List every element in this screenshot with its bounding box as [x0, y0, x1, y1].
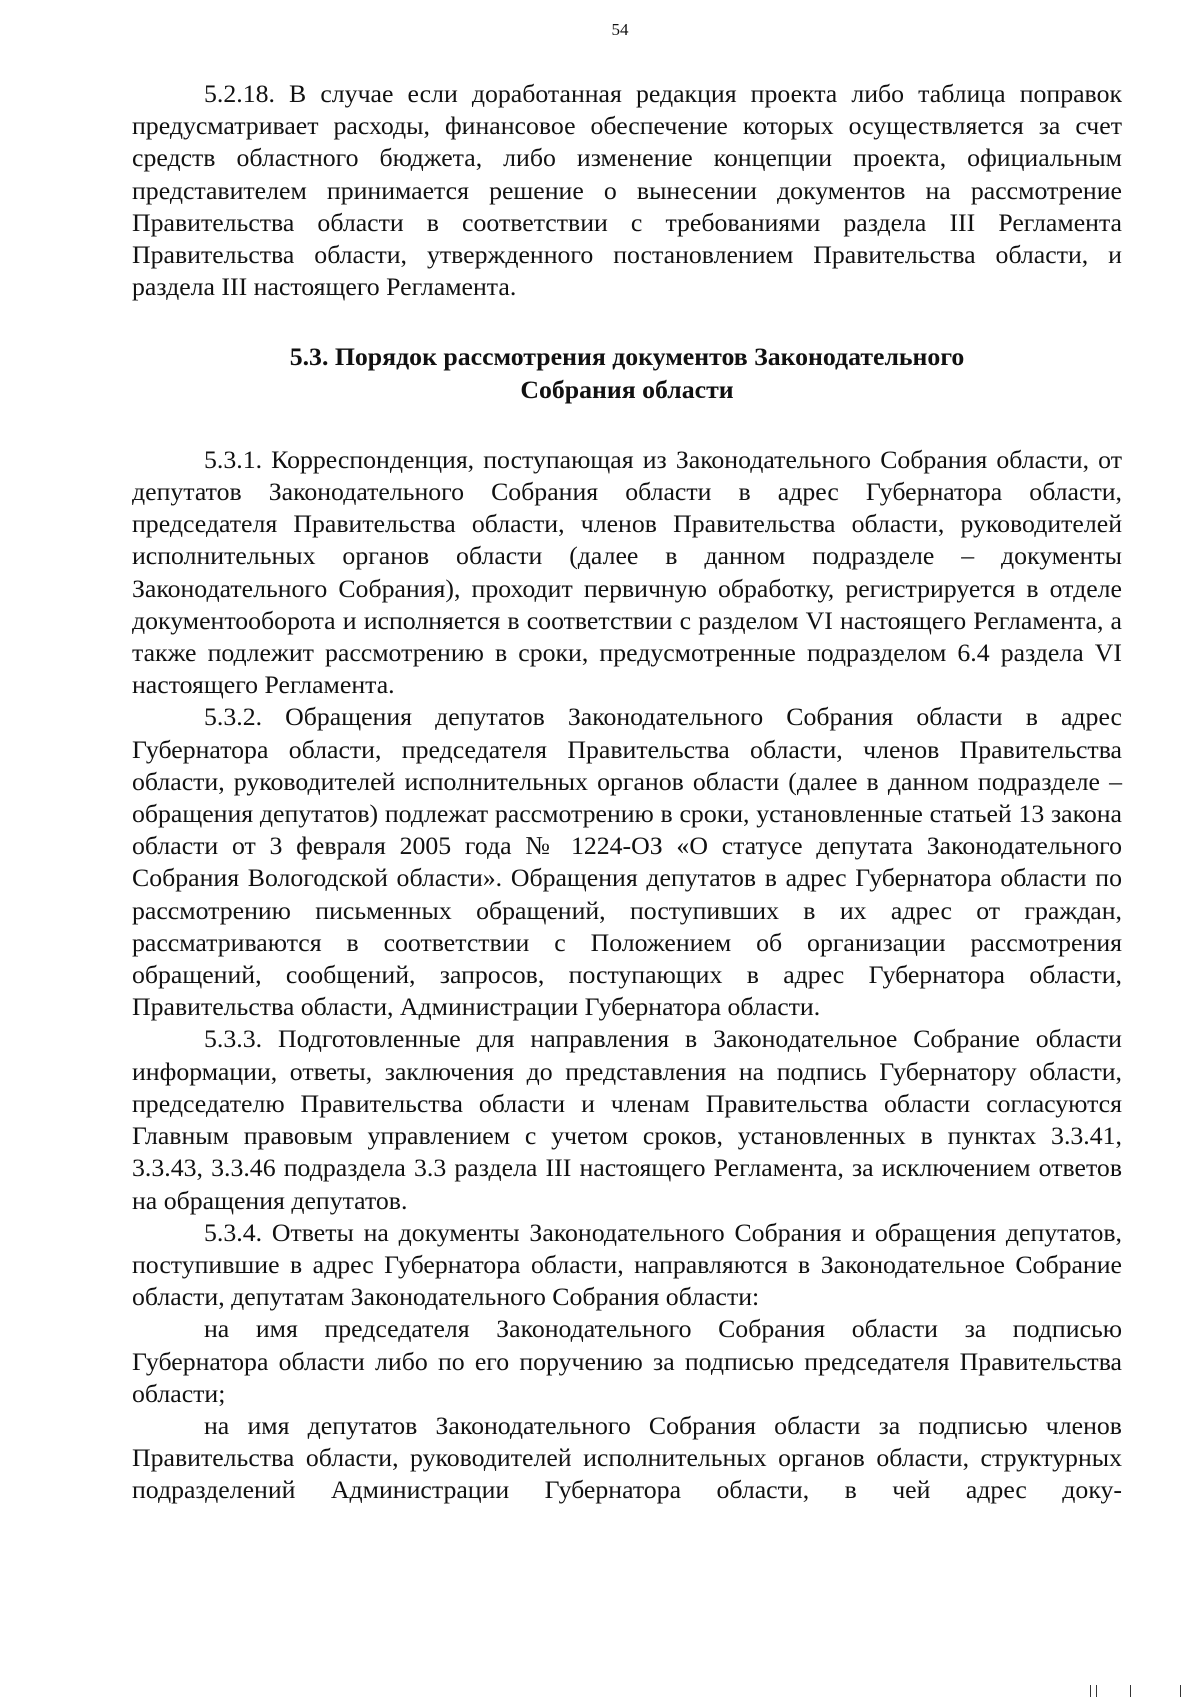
section-heading-line-1: 5.3. Порядок рассмотрения документов Законодательного	[289, 342, 965, 372]
page-number: 54	[611, 20, 629, 39]
section-heading-line-2: Собрания области	[520, 374, 734, 404]
paragraph-5-3-4-item-deputies: на имя депутатов Законодательного Собрания области за подписью членов Правительства области, руководителей исполнительных органов области, структурных подразделений Администрации Губернатора области, в чей адрес доку-	[132, 1410, 1122, 1505]
paragraph-5-3-4-item-chairman: на имя председателя Законодательного Собрания области за подписью Губернатора области либо по его поручению за подписью председателя Правительства области;	[132, 1314, 1122, 1408]
paragraph-5-2-18: 5.2.18. В случае если доработанная редакция проекта либо таблица поправок предусматривает расходы, финансовое обеспечение которых осуществляется за счет средств областного бюджета, либо изменение концепции проекта, официальным представителем принимается решение о вынесении документов на рассмотрение Правительства области в соответствии с требованиями раздела III Регламента Правительства области, утвержденного постановлением Правительства области, и раздела III настоящего Регламента.	[132, 79, 1122, 302]
scan-edge-marks	[1070, 1683, 1190, 1697]
document-body	[132, 78, 1122, 1507]
section-heading-5-3	[132, 341, 1122, 405]
paragraph-5-3-1: 5.3.1. Корреспонденция, поступающая из Законодательного Собрания области, от депутатов Законодательного Собрания области в адрес Губернатора области, председателя Правительства области, членов Правительства области, руководителей исполнительных органов области (далее в данном подразделе – документы Законодательного Собрания), проходит первичную обработку, регистрируется в отделе документооборота и исполняется в соответствии с разделом VI настоящего Регламента, а также подлежит рассмотрению в сроки, предусмотренные подразделом 6.4 раздела VI настоящего Регламента.	[132, 444, 1122, 700]
paragraph-5-3-2: 5.3.2. Обращения депутатов Законодательного Собрания области в адрес Губернатора области, председателя Правительства области, членов Правительства области, руководителей исполнительных органов области (далее в данном подразделе – обращения депутатов) подлежат рассмотрению в сроки, установленные статьей 13 закона области от 3 февраля 2005 года № 1224-ОЗ «О статусе депутата Законодательного Собрания Вологодской области». Обращения депутатов в адрес Губернатора области по рассмотрению письменных обращений, поступивших в их адрес от граждан, рассматриваются в соответствии с Положением об организации рассмотрения обращений, сообщений, запросов, поступающих в адрес Губернатора области, Правительства области, Администрации Губернатора области.	[132, 702, 1122, 1022]
paragraph-5-3-3: 5.3.3. Подготовленные для направления в Законодательное Собрание области информации, ответы, заключения до представления на подпись Губернатору области, председателю Правительства области и членам Правительства области согласуются Главным правовым управлением с учетом сроков, установленных в пунктах 3.3.41, 3.3.43, 3.3.46 подраздела 3.3 раздела III настоящего Регламента, за исключением ответов на обращения депутатов.	[132, 1024, 1122, 1215]
paragraph-5-3-4: 5.3.4. Ответы на документы Законодательного Собрания и обращения депутатов, поступившие в адрес Губернатора области, направляются в Законодательное Собрание области, депутатам Законодательного Собрания области:	[132, 1217, 1122, 1312]
